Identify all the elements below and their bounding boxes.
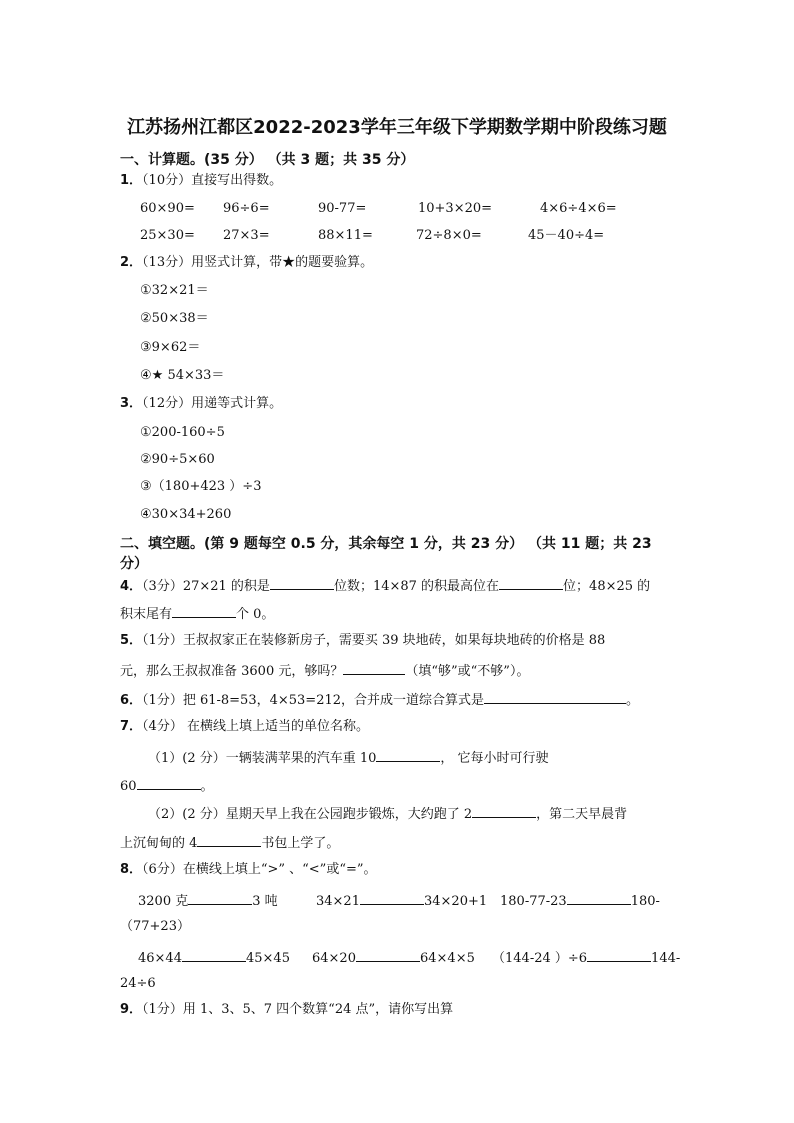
question-text: 上沉甸甸的 4 (120, 836, 198, 851)
mental-math-item: 45－40÷4= (528, 228, 605, 243)
question-text: （填“够”或“不够”）。 (405, 664, 530, 679)
page-title: 江苏扬州江都区2022-2023学年三年级下学期数学期中阶段练习题 (127, 117, 667, 138)
question-text: 。 (200, 779, 214, 794)
question-text: （12分）用递等式计算。 (142, 396, 283, 411)
question-text: （6分）在横线上填上“>” 、“<”或“=”。 (142, 862, 377, 877)
answer-blank[interactable] (567, 890, 631, 905)
question-number: 5． (120, 633, 143, 648)
compare-row-1 (500, 890, 680, 911)
question-3 (120, 395, 690, 413)
answer-blank[interactable] (137, 775, 201, 790)
question-2 (120, 254, 690, 272)
compare-right: 34×20+1 (423, 894, 488, 909)
question-text: 位；48×25 的 (563, 579, 651, 594)
vertical-calc-item: ④★ 54×33＝ (140, 368, 225, 383)
question-text: （4分） 在横线上填上适当的单位名称。 (142, 719, 369, 734)
question-text: ，第二天早晨背 (536, 807, 628, 822)
question-text: （1分）把 61-8=53，4×53=212，合并成一道综合算式是 (142, 693, 485, 708)
question-number: 9． (120, 1002, 143, 1017)
question-number: 7． (120, 719, 143, 734)
step-calc-item: ④30×34+260 (140, 507, 232, 522)
question-7-sub-1 (148, 747, 688, 768)
question-number: 6． (120, 693, 143, 708)
step-calc-item: ③（180+423 ）÷3 (140, 479, 262, 494)
answer-blank[interactable] (343, 660, 405, 675)
question-number: 2． (120, 255, 143, 270)
answer-blank[interactable] (587, 947, 651, 962)
question-1 (120, 172, 690, 190)
compare-right: 144- (651, 951, 681, 966)
question-text: ， 它每小时可行驶 (440, 751, 549, 766)
question-text: 。 (626, 693, 640, 708)
question-5 (120, 632, 690, 650)
question-text: （1分）用 1、3、5、7 四个数算“24 点”，请你写出算 (142, 1002, 454, 1017)
answer-blank[interactable] (270, 575, 334, 590)
question-4-cont (120, 603, 690, 624)
answer-blank[interactable] (356, 947, 420, 962)
compare-left: 34×21 (316, 894, 360, 909)
question-text: 积末尾有 (120, 607, 173, 622)
question-7-sub-2-cont (120, 832, 690, 853)
section-heading-line: 分） (120, 556, 148, 572)
compare-left: 3200 克 (138, 894, 189, 909)
answer-blank[interactable] (472, 803, 536, 818)
compare-left: 46×44 (138, 951, 182, 966)
mental-math-item: 96÷6= (223, 201, 270, 216)
question-4 (120, 575, 690, 596)
mental-math-item: 27×3= (223, 228, 270, 243)
answer-blank[interactable] (182, 947, 246, 962)
question-text: 60 (120, 779, 137, 794)
question-number: 4． (120, 579, 143, 594)
question-8 (120, 861, 690, 879)
vertical-calc-item: ②50×38＝ (140, 311, 209, 326)
step-calc-item: ①200-160÷5 (140, 425, 225, 440)
question-number: 3． (120, 396, 143, 411)
mental-math-item: 4×6÷4×6= (540, 201, 617, 216)
answer-blank[interactable] (172, 603, 236, 618)
answer-blank[interactable] (360, 890, 424, 905)
answer-blank[interactable] (188, 890, 252, 905)
compare-row-2 (492, 947, 682, 968)
question-text: （10分）直接写出得数。 (142, 173, 283, 188)
answer-blank[interactable] (484, 689, 626, 704)
compare-left: （144-24 ）÷6 (492, 951, 588, 966)
compare-right: 45×45 (245, 951, 290, 966)
question-5-cont (120, 660, 690, 681)
question-6 (120, 689, 690, 710)
mental-math-item: 72÷8×0= (416, 228, 482, 243)
mental-math-item: 25×30= (140, 228, 195, 243)
question-text: （3分）27×21 的积是 (142, 579, 270, 594)
question-text: （13分）用竖式计算，带★的题要验算。 (142, 255, 374, 270)
question-text: （1分）王叔叔家正在装修新房子，需要买 39 块地砖，如果每块地砖的价格是 88 (142, 633, 606, 648)
answer-blank[interactable] (376, 747, 440, 762)
compare-row-2-cont: 24÷6 (120, 976, 156, 991)
question-number: 1． (120, 173, 143, 188)
mental-math-item: 90-77= (318, 201, 367, 216)
section-heading-line: 二、填空题。(第 9 题每空 0.5 分，其余每空 1 分，共 23 分） （共 11 题；共 23 (120, 536, 652, 552)
question-text: 书包上学了。 (261, 836, 340, 851)
compare-right: 3 吨 (252, 894, 278, 909)
question-text: （1）(2 分）一辆装满苹果的汽车重 10 (148, 751, 377, 766)
compare-row-2 (312, 947, 512, 968)
question-text: 位数；14×87 的积最高位在 (333, 579, 500, 594)
compare-row-1-cont: （77+23） (120, 919, 190, 934)
vertical-calc-item: ③9×62＝ (140, 340, 201, 355)
mental-math-item: 10+3×20= (418, 201, 493, 216)
section-heading-calculation: 一、计算题。(35 分） （共 3 题；共 35 分） (120, 152, 415, 168)
mental-math-item: 60×90= (140, 201, 195, 216)
question-7-sub-1-cont (120, 775, 690, 796)
compare-row-2 (138, 947, 338, 968)
compare-row-1 (316, 890, 516, 911)
answer-blank[interactable] (499, 575, 563, 590)
question-9 (120, 1001, 690, 1019)
section-heading-fill-in (120, 534, 690, 574)
step-calc-item: ②90÷5×60 (140, 452, 215, 467)
compare-right: 64×4×5 (419, 951, 475, 966)
question-7-sub-2 (148, 803, 688, 824)
question-text: （2）(2 分）星期天早上我在公园跑步锻炼，大约跑了 2 (148, 807, 473, 822)
question-text: 元，那么王叔叔准备 3600 元，够吗？ (120, 664, 344, 679)
mental-math-item: 88×11= (318, 228, 373, 243)
compare-left: 180-77-23 (500, 894, 567, 909)
compare-right: 180- (630, 894, 660, 909)
vertical-calc-item: ①32×21＝ (140, 283, 209, 298)
answer-blank[interactable] (197, 832, 261, 847)
question-7 (120, 718, 690, 736)
question-text: 个 0。 (236, 607, 275, 622)
compare-left: 64×20 (312, 951, 356, 966)
question-number: 8． (120, 862, 143, 877)
